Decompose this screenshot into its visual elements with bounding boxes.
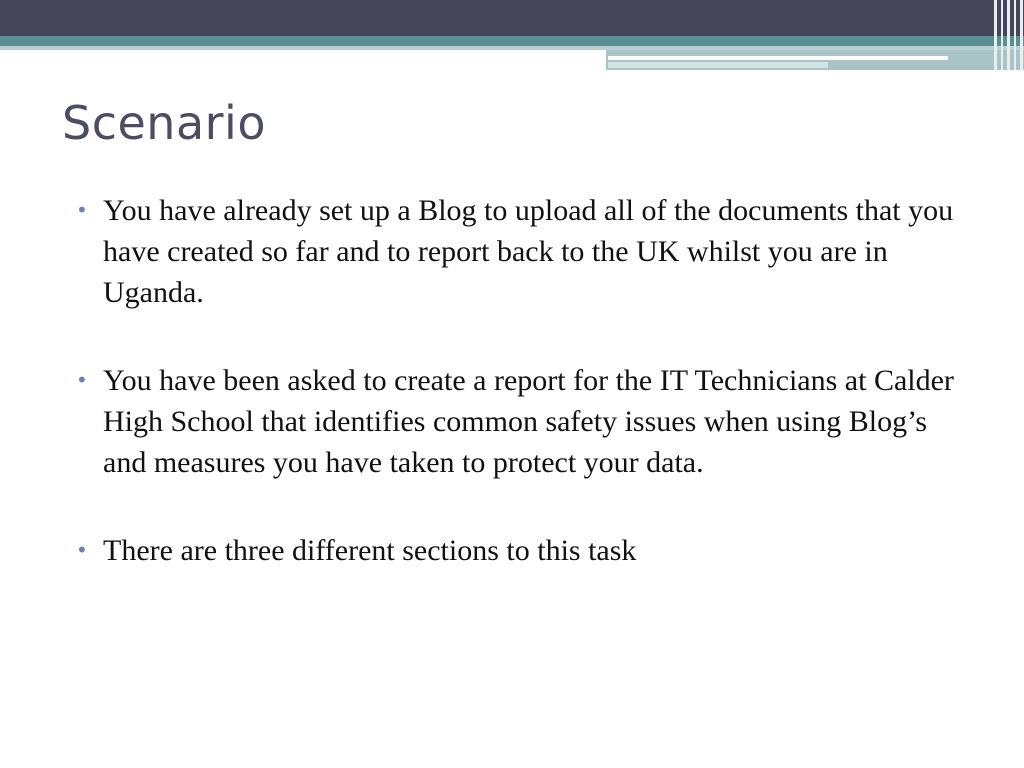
slide-title: Scenario — [62, 96, 266, 150]
header-dark-band — [0, 0, 1024, 36]
stripe — [1020, 0, 1023, 70]
bullet-icon: • — [76, 198, 88, 222]
header-vertical-stripes — [990, 0, 1024, 70]
bullet-item — [76, 190, 956, 313]
bullet-text: You have already set up a Blog to upload all of the documents that you have created so far and to report back to the UK whilst you are in Uganda. — [103, 194, 954, 309]
bullet-item — [76, 530, 956, 571]
stripe — [1001, 0, 1003, 70]
bullet-icon: • — [76, 538, 88, 562]
header-right-accent-line — [608, 56, 948, 60]
header-teal-band — [0, 36, 1024, 46]
stripe — [1014, 0, 1016, 70]
header-right-accent-thin — [608, 62, 828, 68]
bullet-text: You have been asked to create a report for the IT Technicians at Calder High School that identifies common safety issues when using Blog’s and measures you have taken to protect your data. — [103, 364, 954, 479]
bullet-item — [76, 360, 956, 483]
bullet-icon: • — [76, 368, 88, 392]
bullet-text: There are three different sections to this task — [103, 534, 637, 567]
stripe — [994, 0, 997, 70]
stripe — [1007, 0, 1010, 70]
bullet-list — [76, 190, 956, 618]
